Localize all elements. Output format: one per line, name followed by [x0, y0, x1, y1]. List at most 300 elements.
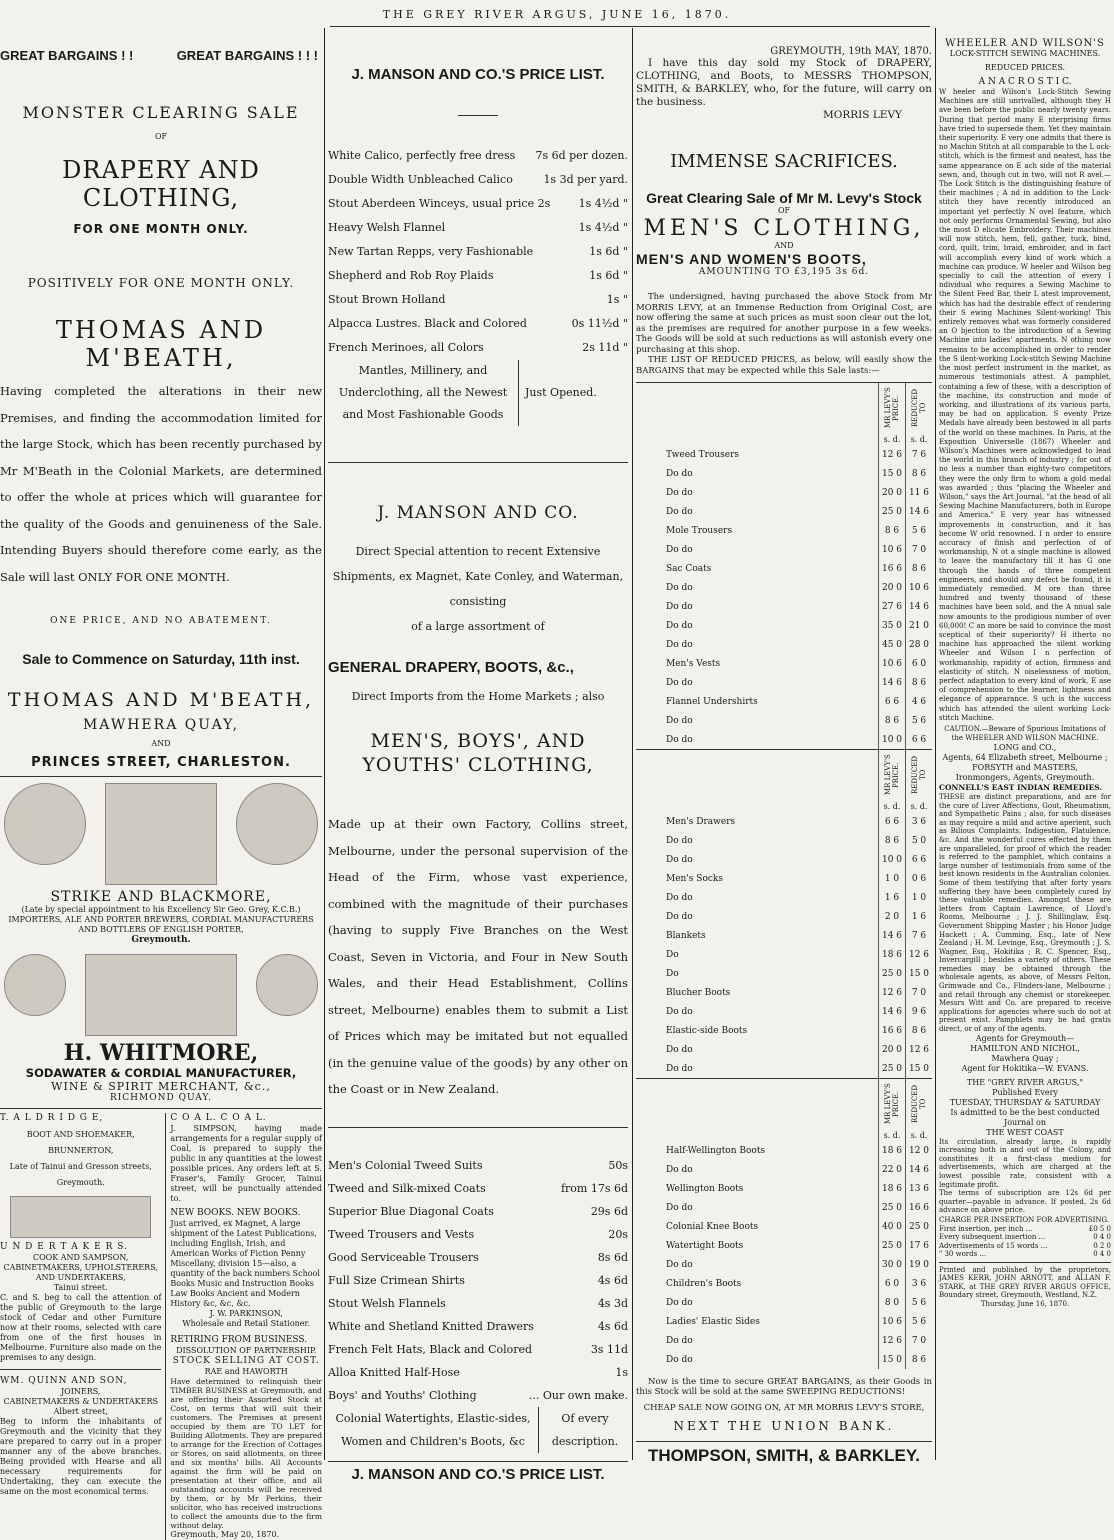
printed-by: Printed and published by the proprietors, JAMES KERR, JOHN ARNOTT, and ALLAN F. STARK, at THE GREY RIVER ARGUS OFFICE, Boundary street, Greymouth, Westland, N.Z.: [939, 1265, 1111, 1300]
item-price: 1s 4½d ": [578, 221, 628, 234]
column-4: [939, 30, 1111, 1460]
rate-row: [939, 1242, 1111, 1251]
row-item: Do do: [666, 620, 693, 631]
table-row: [636, 1059, 932, 1078]
row-reduced-price: 28 0: [906, 635, 933, 654]
item-price: 1s: [615, 1365, 628, 1379]
row-levy-price: 16 6: [879, 1021, 906, 1040]
table-row: [636, 1021, 932, 1040]
price-list-footer: J. MANSON AND CO.'S PRICE LIST.: [351, 1465, 605, 1483]
price-row: [328, 1361, 628, 1384]
row-levy-price: 10 0: [879, 730, 906, 749]
row-levy-price: 18 6: [879, 1179, 906, 1198]
price-row: [328, 216, 628, 240]
brewery-machinery-image: [105, 783, 217, 885]
table-row: [636, 1217, 932, 1236]
table-row: [636, 692, 932, 711]
row-reduced-price: 7 6: [906, 445, 933, 464]
price-row: [328, 192, 628, 216]
mens-clothing: MEN'S CLOTHING,: [643, 216, 925, 241]
header-label: REDUCED TO: [911, 756, 927, 794]
of-label: OF: [777, 206, 791, 215]
whitmore-sub2: WINE & SPIRIT MERCHANT, &c.,: [51, 1080, 271, 1093]
small-ads: [0, 1113, 322, 1540]
levy-paragraph: The undersigned, having purchased the above Stock from Mr MORRIS LEVY, at an Immense Reduction from Original Cost, are now offering the same at such prices as must soon clear out the lot, as the premises are required for another purpose in a few weeks. The Goods will be sold at such reductions as will astonish every one purchasing at this shop.: [636, 292, 932, 355]
connell-heading: CONNELL'S EAST INDIAN REMEDIES.: [939, 783, 1103, 793]
row-levy-price: 18 6: [879, 1141, 906, 1160]
retiring-heading: RETIRING FROM BUSINESS.: [170, 1335, 308, 1345]
rate-value: 0 4 0: [1093, 1233, 1111, 1242]
item-price: 50s: [608, 1158, 628, 1172]
header-label: MR LEVY'S PRICE.: [884, 754, 900, 796]
row-reduced-price: 11 6: [906, 483, 933, 502]
row-levy-price: 22 0: [879, 1160, 906, 1179]
row-levy-price: 6 0: [879, 1274, 906, 1293]
row-levy-price: 6 6: [879, 812, 906, 831]
price-row: [328, 144, 628, 168]
item-price: 2s 11d ": [582, 341, 628, 354]
row-reduced-price: 16 6: [906, 1198, 933, 1217]
rate-label: " 30 words ...: [939, 1250, 987, 1259]
connell-text: THESE are distinct preparations, and are for the cure of Liver Affections, Gout, Rheumatism, and Sympathetic Pains ; also, for such diseases as may require a mild and active aperient, such as Bilious Complaints, Indigestion, Flatulence, &c. And the wonderful cures effected by them are unparalleled, for proof of which the reader is referred to the pamphlet, which contains a large number of testimonials from some of the best known residents in the Australian colonies. Some of them testifying that after forty years suffering they have been completely cured by these valuable remedies. Amongst these are letters from Captain Lawrence, of Lloyd's Rooms, Melbourne ; J. J. Shillinglaw, Esq. Government Shipping Master ; his Honor Judge Hackett ; A. Cumming, Esq., late of New Zealand ; H. M. Levinge, Esq., Greymouth ; J. S. Wagner, Esq., Hokitika ; R. C. Spencer, Esq., Invercargill ; besides a variety of others. These remedies may be obtained through the wholesale agents, as above, of Messrs Felton, Grimwade and Co., Flinders-lane, Melbourne ; and retail through any chemist or storekeeper. Messrs Witt and Co. are prepared to receive applications for agencies where such do not at present exist. Pamphlets may be had gratis direct, or of any of the agents.: [939, 793, 1111, 1034]
item-price: 1s 6d ": [589, 245, 628, 258]
row-reduced-price: 6 0: [906, 654, 933, 673]
cheap-sale: CHEAP SALE NOW GOING ON, AT MR MORRIS LEVY'S STORE,: [643, 1403, 925, 1413]
table-row: [636, 521, 932, 540]
row-item: Do do: [666, 1335, 693, 1346]
strike-sub2: IMPORTERS, ALE AND PORTER BREWERS, CORDIAL MANUFACTURERS AND BOTTLERS OF ENGLISH PORTER,: [8, 915, 314, 934]
header-blank: [636, 750, 879, 801]
units-label: s. d.: [879, 433, 906, 445]
circulation: Its circulation, already large, is rapidly increasing both in and out of the Colony, and constitutes it a first-class medium for advertisements, which are charged at the lowest possible rate, consistent with a legitimate profit.: [939, 1137, 1111, 1189]
books-line: J. W. PARKINSON,: [209, 1309, 283, 1318]
rate-value: 0 2 0: [1093, 1241, 1111, 1250]
strike-greymouth: Greymouth.: [131, 935, 191, 945]
row-item: Do do: [666, 1044, 693, 1055]
price-row: [328, 1315, 628, 1338]
row-reduced-price: 3 6: [906, 1274, 933, 1293]
coal-heading: C O A L. C O A L.: [170, 1113, 267, 1123]
medal-icon: [4, 954, 66, 1016]
column-divider: [324, 28, 325, 1460]
whitmore-sub3: RICHMOND QUAY.: [109, 1093, 213, 1103]
princes-street: PRINCES STREET, CHARLESTON.: [31, 755, 291, 770]
great-clearing: Great Clearing Sale of Mr M. Levy's Stock: [646, 190, 922, 206]
item-name: Men's Colonial Tweed Suits: [328, 1158, 483, 1172]
table-row: [636, 1141, 932, 1160]
strike-blackmore: STRIKE AND BLACKMORE,: [50, 889, 272, 905]
row-item: Do do: [666, 1164, 693, 1175]
aldridge-line: BRUNNERTON,: [48, 1146, 114, 1155]
row-levy-price: 1 0: [879, 869, 906, 888]
price-row: [328, 336, 628, 360]
row-item: Do do: [666, 734, 693, 745]
price-row: [328, 264, 628, 288]
table-row: [636, 1040, 932, 1059]
item-name: Stout Brown Holland: [328, 293, 446, 306]
row-reduced-price: 8 6: [906, 1021, 933, 1040]
price-row: [328, 1384, 628, 1407]
retiring-line: RAE and HAWORTH: [204, 1367, 288, 1376]
row-levy-price: 35 0: [879, 616, 906, 635]
row-levy-price: 10 0: [879, 850, 906, 869]
item-name: Alloa Knitted Half-Hose: [328, 1365, 460, 1379]
row-levy-price: 15 0: [879, 1350, 906, 1369]
bargains-right: GREAT BARGAINS ! ! !: [176, 48, 318, 63]
row-item: Do do: [666, 854, 693, 865]
row-levy-price: 45 0: [879, 635, 906, 654]
price-row: [328, 288, 628, 312]
row-levy-price: 40 0: [879, 1217, 906, 1236]
assortment-text: of a large assortment of: [411, 620, 545, 633]
table-row: [636, 445, 932, 464]
table-row: [636, 888, 932, 907]
general-drapery: GENERAL DRAPERY, BOOTS, &c.,: [328, 659, 574, 676]
price-row: [328, 1177, 628, 1200]
levy-signature: MORRIS LEVY: [822, 109, 902, 121]
row-item: Do do: [666, 468, 693, 479]
row-reduced-price: 3 6: [906, 812, 933, 831]
mens-womens-boots: MEN'S AND WOMEN'S BOOTS,: [636, 251, 867, 267]
item-name: Stout Welsh Flannels: [328, 1296, 446, 1310]
item-name: Superior Blue Diagonal Coats: [328, 1204, 494, 1218]
row-reduced-price: 14 6: [906, 1160, 933, 1179]
issue-date: Thursday, June 16, 1870.: [980, 1299, 1070, 1308]
clothing-heading: MEN'S, BOYS', AND YOUTHS' CLOTHING,: [362, 730, 594, 776]
units-label: s. d.: [879, 1129, 906, 1141]
row-item: Do do: [666, 639, 693, 650]
table-row: [636, 559, 932, 578]
row-item: Do do: [666, 487, 693, 498]
whitmore-sub: SODAWATER & CORDIAL MANUFACTURER,: [25, 1066, 297, 1080]
price-row: [328, 1246, 628, 1269]
row-reduced-price: 12 6: [906, 1040, 933, 1059]
table-row: [636, 869, 932, 888]
units-row: [636, 1129, 932, 1141]
price-row: [328, 1154, 628, 1177]
units-label: s. d.: [879, 800, 906, 812]
row-item: Do do: [666, 506, 693, 517]
row-reduced-price: 5 6: [906, 521, 933, 540]
row-levy-price: 27 6: [879, 597, 906, 616]
divider: [328, 462, 628, 463]
header-blank: [636, 1079, 879, 1130]
table-row: [636, 964, 932, 983]
item-name: Heavy Welsh Flannel: [328, 221, 446, 234]
row-item: Blankets: [666, 930, 706, 941]
row-item: Men's Vests: [666, 658, 721, 669]
quinn-line: CABINETMAKERS & UNDERTAKERS: [3, 1397, 158, 1406]
long-and-co: LONG and CO.,: [993, 743, 1057, 753]
item-price: 0s 11½d ": [571, 317, 628, 330]
row-levy-price: 12 6: [879, 1331, 906, 1350]
row-levy-price: 25 0: [879, 964, 906, 983]
table-header-row: [636, 383, 932, 434]
row-item: Do do: [666, 892, 693, 903]
row-item: Wellington Boots: [666, 1183, 744, 1194]
row-item: Do do: [666, 1354, 693, 1365]
mantles-text: Mantles, Millinery, and Underclothing, all the Newest and Most Fashionable Goods: [328, 360, 519, 426]
row-levy-price: 25 0: [879, 502, 906, 521]
item-price: 8s 6d: [597, 1250, 628, 1264]
aldridge-heading: T. A L D R I D G E,: [0, 1113, 104, 1123]
units-row: [636, 433, 932, 445]
firm-footer: THOMPSON, SMITH, & BARKLEY.: [647, 1446, 920, 1465]
table-header-row: [636, 1079, 932, 1130]
row-reduced-price: 15 0: [906, 964, 933, 983]
row-reduced-price: 4 6: [906, 692, 933, 711]
table-row: [636, 1002, 932, 1021]
table-row: [636, 983, 932, 1002]
table-row: [636, 907, 932, 926]
row-reduced-price: 5 0: [906, 831, 933, 850]
item-name: Full Size Crimean Shirts: [328, 1273, 465, 1287]
mawhera-quay: Mawhera Quay ;: [991, 1053, 1059, 1063]
row-levy-price: 2 0: [879, 907, 906, 926]
rate-value: 0 4 0: [1093, 1250, 1111, 1259]
row-reduced-price: 10 6: [906, 578, 933, 597]
row-levy-price: 8 6: [879, 521, 906, 540]
item-name: Boys' and Youths' Clothing: [328, 1388, 477, 1402]
row-item: Men's Socks: [666, 873, 723, 884]
row-levy-price: 18 6: [879, 945, 906, 964]
row-levy-price: 15 0: [879, 464, 906, 483]
whitmore-illustration: [0, 946, 322, 1040]
table-row: [636, 1293, 932, 1312]
divider: [328, 1127, 628, 1128]
ironmongers: Ironmongers, Agents, Greymouth.: [955, 773, 1095, 783]
table-row: [636, 812, 932, 831]
row-item: Do do: [666, 677, 693, 688]
row-reduced-price: 1 6: [906, 907, 933, 926]
table-row: [636, 578, 932, 597]
row-item: Men's Drawers: [666, 816, 736, 827]
item-price: 7s 6d per dozen.: [535, 149, 628, 162]
table-row: [636, 483, 932, 502]
divider: [0, 1108, 322, 1109]
firm-name-2: THOMAS AND M'BEATH,: [7, 689, 315, 711]
row-levy-price: 30 0: [879, 1255, 906, 1274]
item-name: New Tartan Repps, very Fashionable: [328, 245, 534, 258]
caution: CAUTION.—Beware of Spurious Imitations of the WHEELER AND WILSON MACHINE.: [944, 725, 1106, 743]
item-price: 1s ": [606, 293, 628, 306]
rate-label: Every subsequent insertion ...: [939, 1233, 1046, 1242]
imports-text: Direct Imports from the Home Markets ; also: [351, 690, 605, 703]
item-name: Tweed Trousers and Vests: [328, 1227, 475, 1241]
table-row: [636, 1236, 932, 1255]
column-divider: [632, 28, 633, 1460]
row-levy-price: 25 0: [879, 1236, 906, 1255]
table-row: [636, 1350, 932, 1369]
books-text: Just arrived, ex Magnet, A large shipment of the Latest Publications, including English, Irish, and American Works of Fiction Penny Miscellany, division 15—also, a quantity of the back numbers School Books Music and Instruction Books Law Books Ancient and Modern History &c, &c, &c.: [170, 1219, 320, 1308]
reduced-price-table-2: [636, 749, 932, 1078]
row-levy-price: 10 6: [879, 540, 906, 559]
row-levy-price: 8 0: [879, 1293, 906, 1312]
divider: [636, 1441, 932, 1442]
row-levy-price: 1 6: [879, 888, 906, 907]
and-label: AND: [151, 739, 171, 748]
header-label: MR LEVY'S PRICE.: [884, 387, 900, 429]
reduced-prices: REDUCED PRICES.: [984, 63, 1066, 72]
row-item: Tweed Trousers: [666, 449, 740, 460]
item-name: French Felt Hats, Black and Colored: [328, 1342, 533, 1356]
row-levy-price: 12 6: [879, 445, 906, 464]
bargains-left: GREAT BARGAINS ! !: [0, 48, 134, 63]
table-header-row: [636, 750, 932, 801]
one-price: ONE PRICE, AND NO ABATEMENT.: [50, 616, 272, 626]
retiring-line: DISSOLUTION OF PARTNERSHIP.: [176, 1346, 317, 1355]
item-name: French Merinoes, all Colors: [328, 341, 484, 354]
row-item: Do: [666, 949, 679, 960]
item-price: 3s 11d: [590, 1342, 628, 1356]
undertakers-text: C. and S. beg to call the attention of the public of Greymouth to the large stock of Cedar and other Furniture now at their rooms, selected with care from one of the first houses in Melbourne. Furniture also made on the premises to any design.: [0, 1293, 162, 1362]
row-levy-price: 14 6: [879, 926, 906, 945]
row-reduced-price: 0 6: [906, 869, 933, 888]
row-reduced-price: 15 0: [906, 1059, 933, 1078]
and-label: AND: [774, 241, 794, 250]
row-levy-price: 10 6: [879, 1312, 906, 1331]
retiring-date: Greymouth, May 20, 1870.: [170, 1530, 280, 1539]
item-price: 1s 3d per yard.: [543, 173, 628, 186]
units-row: [636, 800, 932, 812]
forsyth: FORSYTH and MASTERS,: [972, 763, 1078, 773]
divider: [939, 1262, 1111, 1263]
medals-illustration: [0, 783, 322, 889]
row-reduced-price: 7 0: [906, 540, 933, 559]
rate-label: Advertisements of 15 words ...: [939, 1241, 1048, 1250]
divider: [0, 1369, 161, 1370]
row-item: Do do: [666, 715, 693, 726]
days: TUESDAY, THURSDAY & SATURDAY: [949, 1097, 1101, 1107]
small-ads-left: [0, 1113, 166, 1540]
row-item: Do do: [666, 1259, 693, 1270]
rate-row: [939, 1225, 1111, 1234]
item-name: Double Width Unbleached Calico: [328, 173, 513, 186]
of-label: OF: [154, 132, 168, 141]
now-text: Now is the time to secure GREAT BARGAINS, as their Goods in this Stock will be sold at the same SWEEPING REDUCTIONS!: [636, 1377, 932, 1397]
monster-sale: MONSTER CLEARING SALE: [22, 103, 300, 122]
row-item: Children's Boots: [666, 1278, 742, 1289]
item-name: Stout Aberdeen Winceys, usual price 2s: [328, 197, 551, 210]
row-item: Do do: [666, 582, 693, 593]
quinn-line: JOINERS,: [60, 1387, 101, 1396]
row-item: Watertight Boots: [666, 1240, 744, 1251]
item-price: 1s 6d ": [589, 269, 628, 282]
units-blank: [636, 800, 879, 812]
item-name: Tweed and Silk-mixed Coats: [328, 1181, 486, 1195]
table-row: [636, 926, 932, 945]
acrostic-heading: A N A C R O S T I C.: [978, 77, 1072, 87]
admitted: Is admitted to be the best conducted Journal on: [950, 1107, 1100, 1127]
price-row: [328, 1338, 628, 1361]
quinn-heading: WM. QUINN AND SON,: [0, 1376, 128, 1386]
row-item: Blucher Boots: [666, 987, 731, 998]
row-reduced-price: 14 6: [906, 502, 933, 521]
row-levy-price: 8 6: [879, 711, 906, 730]
row-reduced-price: 8 6: [906, 1350, 933, 1369]
medal-icon: [4, 783, 86, 865]
divider: [328, 1461, 628, 1462]
price-list-title: J. MANSON AND CO.'S PRICE LIST.: [351, 66, 605, 83]
coal-text: J. SIMPSON, having made arrangements for a regular supply of Coal, is prepared to supply the public in any quantities at the lowest possible prices. Any orders left at S. Fraser's, Family Grocer, Tainui street, will be punctually attended to.: [170, 1124, 322, 1203]
manson-paragraph: Made up at their own Factory, Collins street, Melbourne, under the personal supervision of the Head of the Firm, whose vast experience, combined with the magnitude of their purchases (having to supply Five Branches on the West Coast, Seven in Victoria, and Four in New South Wales, and their Head Establishment, Collins street, Melbourne) enables them to submit a List of Prices which may be imitated but not equalled (in the genuine value of the goods) by any other on the Coast or in New Zealand.: [328, 817, 628, 1096]
aldridge-line: BOOT AND SHOEMAKER,: [26, 1130, 135, 1139]
column-3: [636, 30, 932, 1465]
item-price: ... Our own make.: [528, 1388, 628, 1402]
table-row: [636, 597, 932, 616]
item-price: 4s 3d: [597, 1296, 628, 1310]
item-price: 1s 4½d ": [578, 197, 628, 210]
row-item: Do do: [666, 1006, 693, 1017]
masthead: THE GREY RIVER ARGUS, JUNE 16, 1870.: [382, 8, 732, 21]
row-reduced-price: 7 0: [906, 1331, 933, 1350]
units-label: s. d.: [906, 800, 933, 812]
item-price: 4s 6d: [597, 1319, 628, 1333]
published: Published Every: [992, 1087, 1058, 1097]
item-name: White Calico, perfectly free dress: [328, 149, 516, 162]
row-reduced-price: 13 6: [906, 1179, 933, 1198]
agents-greymouth: Agents for Greymouth—: [975, 1033, 1075, 1043]
row-item: Do: [666, 968, 679, 979]
price-row: [328, 168, 628, 192]
row-item: Do do: [666, 1297, 693, 1308]
aldridge-line: Late of Tainui and Gresson streets,: [9, 1162, 152, 1171]
row-reduced-price: 5 6: [906, 1293, 933, 1312]
table-row: [636, 1255, 932, 1274]
units-blank: [636, 433, 879, 445]
rate-value: £0 5 0: [1088, 1224, 1111, 1233]
row-item: Colonial Knee Boots: [666, 1221, 759, 1232]
column-2: [328, 30, 628, 1483]
row-levy-price: 8 6: [879, 831, 906, 850]
item-name: White and Shetland Knitted Drawers: [328, 1319, 534, 1333]
price-row: [328, 1223, 628, 1246]
quinn-line: Albert street,: [53, 1407, 108, 1416]
undertakers-line: COOK AND SAMPSON,: [33, 1253, 129, 1262]
retiring-line: STOCK SELLING AT COST.: [172, 1356, 320, 1366]
table-row: [636, 1274, 932, 1293]
row-item: Do do: [666, 1202, 693, 1213]
row-reduced-price: 17 6: [906, 1236, 933, 1255]
row-item: Elastic-side Boots: [666, 1025, 748, 1036]
header-levy-price: [879, 750, 906, 801]
divider: [0, 776, 322, 777]
rate-row: [939, 1250, 1111, 1259]
quinn-text: Beg to inform the inhabitants of Greymouth and the vicinity that they are prepared to carry out in a proper manner any of the above branches. Being provided with Hearse and all necessary requirements for Undertaking, they can execute the same on the most economical terms.: [0, 1417, 162, 1496]
positively: POSITIVELY FOR ONE MONTH ONLY.: [27, 276, 295, 290]
row-levy-price: 20 0: [879, 1040, 906, 1059]
item-price: 20s: [608, 1227, 628, 1241]
immense-sacrifices: IMMENSE SACRIFICES.: [670, 151, 898, 172]
west-coast: THE WEST COAST: [986, 1127, 1064, 1137]
row-item: Ladies' Elastic Sides: [666, 1316, 760, 1327]
table-row: [636, 1312, 932, 1331]
just-opened: Just Opened.: [525, 386, 597, 399]
price-row: [328, 240, 628, 264]
row-levy-price: 6 6: [879, 692, 906, 711]
undertakers-line: Tainui street.: [53, 1283, 108, 1292]
rate-label: First insertion, per inch ...: [939, 1224, 1033, 1233]
table-row: [636, 540, 932, 559]
table-row: [636, 1198, 932, 1217]
argus-heading: THE "GREY RIVER ARGUS,": [966, 1077, 1084, 1087]
table-row: [636, 831, 932, 850]
sale-date: Sale to Commence on Saturday, 11th inst.: [22, 651, 300, 667]
price-row: [328, 1292, 628, 1315]
rate-row: [939, 1233, 1111, 1242]
row-reduced-price: 21 0: [906, 616, 933, 635]
price-row: [328, 312, 628, 336]
